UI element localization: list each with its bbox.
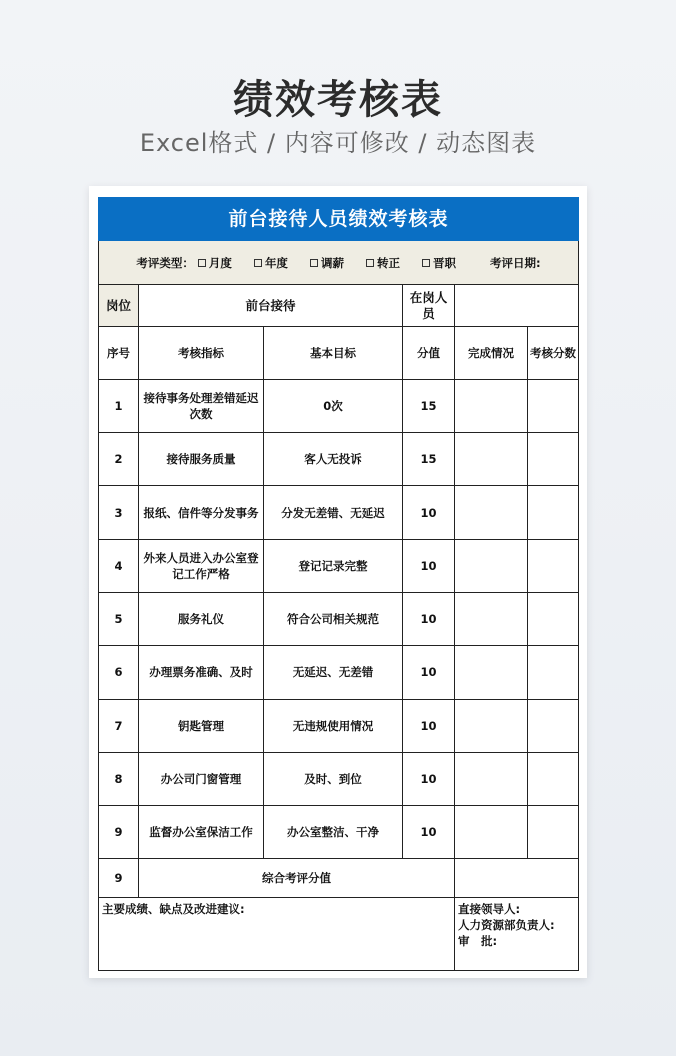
appraisal-table xyxy=(98,197,579,971)
score-cell: 10 xyxy=(403,646,455,699)
evaluation-type-row xyxy=(99,241,579,285)
completion-cell[interactable] xyxy=(455,486,528,539)
indicator-cell: 钥匙管理 xyxy=(139,699,264,752)
summary-label: 综合考评分值 xyxy=(139,859,455,898)
row-number: 1 xyxy=(99,379,139,432)
table-row xyxy=(99,592,579,645)
indicator-cell: 服务礼仪 xyxy=(139,592,264,645)
column-header: 序号 xyxy=(99,326,139,379)
form-sheet xyxy=(89,186,587,978)
evaluation-type-label: 考评类型： xyxy=(136,255,194,270)
comments-field[interactable] xyxy=(99,898,455,971)
type-option-monthly[interactable]: 月度 xyxy=(198,256,232,270)
score-cell: 10 xyxy=(403,806,455,859)
score-cell: 15 xyxy=(403,379,455,432)
table-row xyxy=(99,433,579,486)
table-row xyxy=(99,539,579,592)
score-cell: 15 xyxy=(403,433,455,486)
row-number: 5 xyxy=(99,592,139,645)
row-number: 3 xyxy=(99,486,139,539)
column-header: 基本目标 xyxy=(264,326,403,379)
summary-value[interactable] xyxy=(455,859,579,898)
staff-value[interactable] xyxy=(455,285,579,326)
score-cell: 10 xyxy=(403,699,455,752)
indicator-cell: 办理票务准确、及时 xyxy=(139,646,264,699)
completion-cell[interactable] xyxy=(455,433,528,486)
row-number: 4 xyxy=(99,539,139,592)
comments-row xyxy=(99,898,579,971)
score-cell: 10 xyxy=(403,539,455,592)
summary-number: 9 xyxy=(99,859,139,898)
target-cell: 登记记录完整 xyxy=(264,539,403,592)
result-cell[interactable] xyxy=(528,699,579,752)
result-cell[interactable] xyxy=(528,806,579,859)
indicator-cell: 外来人员进入办公室登记工作严格 xyxy=(139,539,264,592)
result-cell[interactable] xyxy=(528,486,579,539)
completion-cell[interactable] xyxy=(455,699,528,752)
checkbox-icon[interactable] xyxy=(422,259,430,267)
type-option-regular[interactable]: 转正 xyxy=(366,256,400,270)
target-cell: 分发无差错、无延迟 xyxy=(264,486,403,539)
checkbox-icon[interactable] xyxy=(310,259,318,267)
completion-cell[interactable] xyxy=(455,379,528,432)
result-cell[interactable] xyxy=(528,539,579,592)
table-row xyxy=(99,486,579,539)
target-cell: 0次 xyxy=(264,379,403,432)
target-cell: 无违规使用情况 xyxy=(264,699,403,752)
comments-label: 主要成绩、缺点及改进建议: xyxy=(102,902,245,917)
indicator-cell: 接待服务质量 xyxy=(139,433,264,486)
score-cell: 10 xyxy=(403,752,455,805)
row-number: 9 xyxy=(99,806,139,859)
completion-cell[interactable] xyxy=(455,539,528,592)
form-heading: 前台接待人员绩效考核表 xyxy=(99,198,579,241)
completion-cell[interactable] xyxy=(455,806,528,859)
column-header: 完成情况 xyxy=(455,326,528,379)
table-row xyxy=(99,699,579,752)
signature-block xyxy=(455,898,579,971)
indicator-cell: 办公司门窗管理 xyxy=(139,752,264,805)
row-number: 8 xyxy=(99,752,139,805)
table-row xyxy=(99,806,579,859)
signature-hr-head: 人力资源部负责人: xyxy=(458,918,555,933)
row-number: 6 xyxy=(99,646,139,699)
result-cell[interactable] xyxy=(528,433,579,486)
type-option-promotion[interactable]: 晋职 xyxy=(422,256,456,270)
result-cell[interactable] xyxy=(528,646,579,699)
result-cell[interactable] xyxy=(528,379,579,432)
indicator-cell: 接待事务处理差错延迟次数 xyxy=(139,379,264,432)
column-header: 分值 xyxy=(403,326,455,379)
score-cell: 10 xyxy=(403,486,455,539)
checkbox-icon[interactable] xyxy=(254,259,262,267)
score-cell: 10 xyxy=(403,592,455,645)
staff-label: 在岗人员 xyxy=(403,285,455,326)
post-value: 前台接待 xyxy=(139,285,403,326)
post-label: 岗位 xyxy=(99,285,139,326)
row-number: 7 xyxy=(99,699,139,752)
completion-cell[interactable] xyxy=(455,646,528,699)
target-cell: 办公室整洁、干净 xyxy=(264,806,403,859)
indicator-cell: 监督办公室保洁工作 xyxy=(139,806,264,859)
table-row xyxy=(99,379,579,432)
checkbox-icon[interactable] xyxy=(366,259,374,267)
column-header-row xyxy=(99,326,579,379)
table-row xyxy=(99,646,579,699)
result-cell[interactable] xyxy=(528,752,579,805)
signature-direct-leader: 直接领导人: xyxy=(458,902,521,917)
completion-cell[interactable] xyxy=(455,592,528,645)
table-row xyxy=(99,752,579,805)
page-subtitle: Excel格式 / 内容可修改 / 动态图表 xyxy=(139,129,537,157)
type-option-annual[interactable]: 年度 xyxy=(254,256,288,270)
target-cell: 客人无投诉 xyxy=(264,433,403,486)
column-header: 考核分数 xyxy=(528,326,579,379)
target-cell: 无延迟、无差错 xyxy=(264,646,403,699)
target-cell: 及时、到位 xyxy=(264,752,403,805)
row-number: 2 xyxy=(99,433,139,486)
summary-row xyxy=(99,859,579,898)
indicator-cell: 报纸、信件等分发事务 xyxy=(139,486,264,539)
target-cell: 符合公司相关规范 xyxy=(264,592,403,645)
evaluation-date-label: 考评日期: xyxy=(490,255,541,270)
type-option-salary[interactable]: 调薪 xyxy=(310,256,344,270)
completion-cell[interactable] xyxy=(455,752,528,805)
signature-approval: 审 批: xyxy=(458,934,498,949)
page-title: 绩效考核表 xyxy=(233,77,443,123)
checkbox-icon[interactable] xyxy=(198,259,206,267)
result-cell[interactable] xyxy=(528,592,579,645)
column-header: 考核指标 xyxy=(139,326,264,379)
